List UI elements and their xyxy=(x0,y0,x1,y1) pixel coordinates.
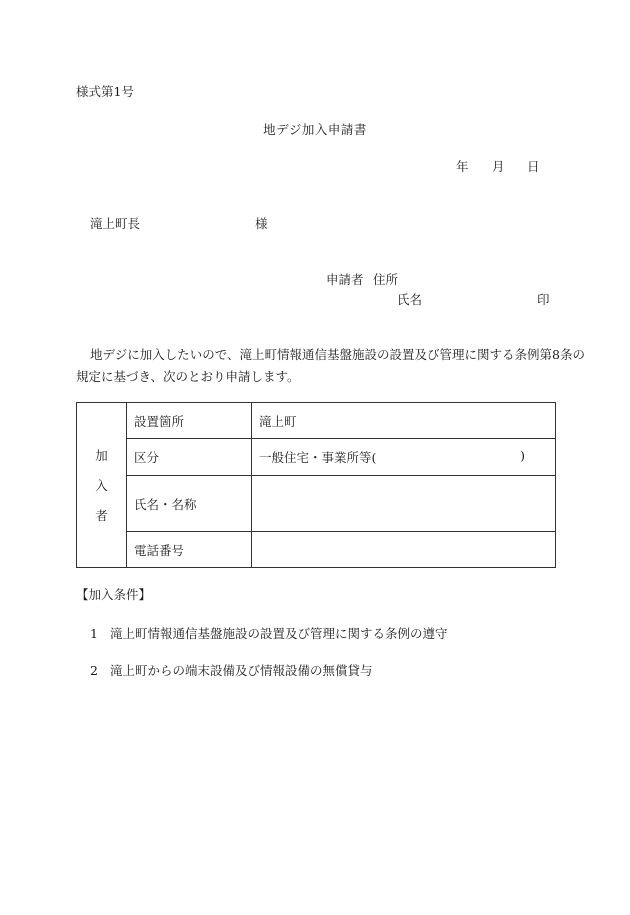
body-text-line-1: 地デジに加入したいので、滝上町情報通信基盤施設の設置及び管理に関する条例第8条の xyxy=(90,347,585,362)
installation-location-label: 設置箇所 xyxy=(127,403,252,439)
group-label-char: 者 xyxy=(95,508,108,523)
phone-label: 電話番号 xyxy=(127,532,252,568)
document-title: 地デジ加入申請書 xyxy=(263,122,367,137)
application-table xyxy=(76,402,556,568)
condition-item xyxy=(90,628,448,641)
condition-item xyxy=(90,665,373,678)
table-row xyxy=(77,532,556,568)
category-label: 区分 xyxy=(127,439,252,476)
condition-text: 滝上町情報通信基盤施設の設置及び管理に関する条例の遵守 xyxy=(109,626,448,641)
condition-text: 滝上町からの端末設備及び情報設備の無償貸与 xyxy=(109,663,373,678)
addressee-honorific: 様 xyxy=(255,216,268,231)
category-value[interactable] xyxy=(252,439,556,476)
table-row xyxy=(77,403,556,439)
conditions-heading: 【加入条件】 xyxy=(76,587,152,602)
body-text-line-2: 規定に基づき、次のとおり申請します。 xyxy=(76,369,300,384)
name-value-field[interactable] xyxy=(252,476,556,532)
form-number: 様式第1号 xyxy=(76,84,134,99)
table-row xyxy=(77,439,556,476)
category-option-text: 一般住宅・事業所等( xyxy=(259,450,377,465)
condition-number: 2 xyxy=(90,663,98,678)
condition-number: 1 xyxy=(90,626,98,641)
seal-label: 印 xyxy=(537,292,550,307)
applicant-label: 申請者 xyxy=(326,272,364,287)
applicant-name-label: 氏名 xyxy=(397,292,423,307)
date-year-label: 年 xyxy=(456,159,469,174)
category-close-paren: ) xyxy=(520,448,525,463)
group-label-char: 入 xyxy=(95,478,108,493)
installation-location-value[interactable]: 滝上町 xyxy=(252,403,556,439)
applicant-group-cell xyxy=(77,403,127,568)
addressee-name: 滝上町長 xyxy=(90,216,141,231)
table-row xyxy=(77,476,556,532)
group-label-char: 加 xyxy=(95,448,108,463)
date-day-label: 日 xyxy=(527,159,540,174)
date-month-label: 月 xyxy=(492,159,505,174)
name-label: 氏名・名称 xyxy=(127,476,252,532)
applicant-address-label: 住所 xyxy=(373,272,399,287)
phone-value-field[interactable] xyxy=(252,532,556,568)
